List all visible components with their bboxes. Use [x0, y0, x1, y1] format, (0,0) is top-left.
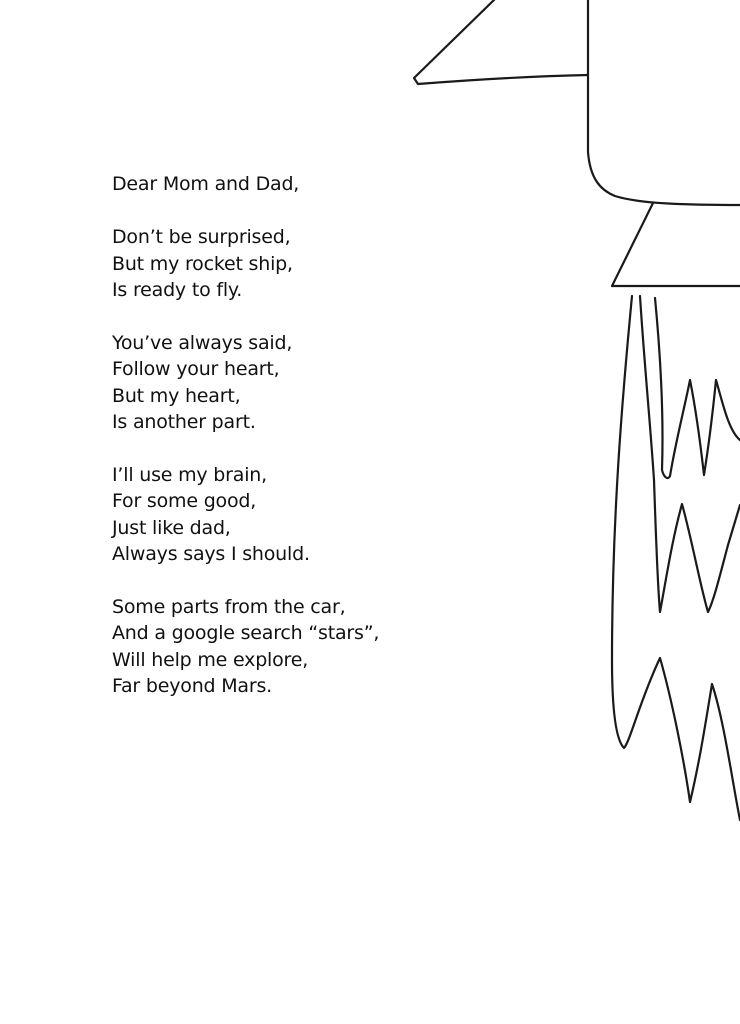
poem-line: You’ve always said, [112, 331, 293, 354]
rocket-flame-inner [655, 298, 740, 478]
rocket-nozzle [612, 203, 740, 286]
poem-line: Follow your heart, [112, 358, 280, 380]
letter-greeting: Dear Mom and Dad, [112, 173, 300, 195]
stanza-3 [112, 462, 532, 568]
poem-letter [112, 171, 532, 726]
poem-line: And a google search “stars”, [112, 622, 380, 644]
poem-line: Some parts from the car, [112, 595, 346, 618]
poem-line: But my heart, [112, 384, 241, 407]
poem-line: Will help me explore, [112, 648, 309, 671]
rocket-flame-outer [612, 296, 740, 820]
stanza-1 [112, 224, 532, 304]
poem-line: Far beyond Mars. [112, 675, 273, 697]
rocket-fin [414, 0, 588, 84]
poem-line: I’ll use my brain, [112, 463, 267, 486]
stanza-4 [112, 594, 532, 700]
poem-line: Just like dad, [112, 516, 231, 539]
rocket-body-outline [588, 0, 740, 205]
poem-line: Is ready to fly. [112, 279, 243, 301]
poem-line: Don’t be surprised, [112, 226, 291, 248]
poem-line: Is another part. [112, 411, 256, 433]
poem-line: But my rocket ship, [112, 252, 293, 275]
poem-line: For some good, [112, 490, 257, 512]
poem-line: Always says I should. [112, 543, 310, 565]
stanza-2 [112, 330, 532, 436]
rocket-flame-middle [640, 296, 740, 612]
